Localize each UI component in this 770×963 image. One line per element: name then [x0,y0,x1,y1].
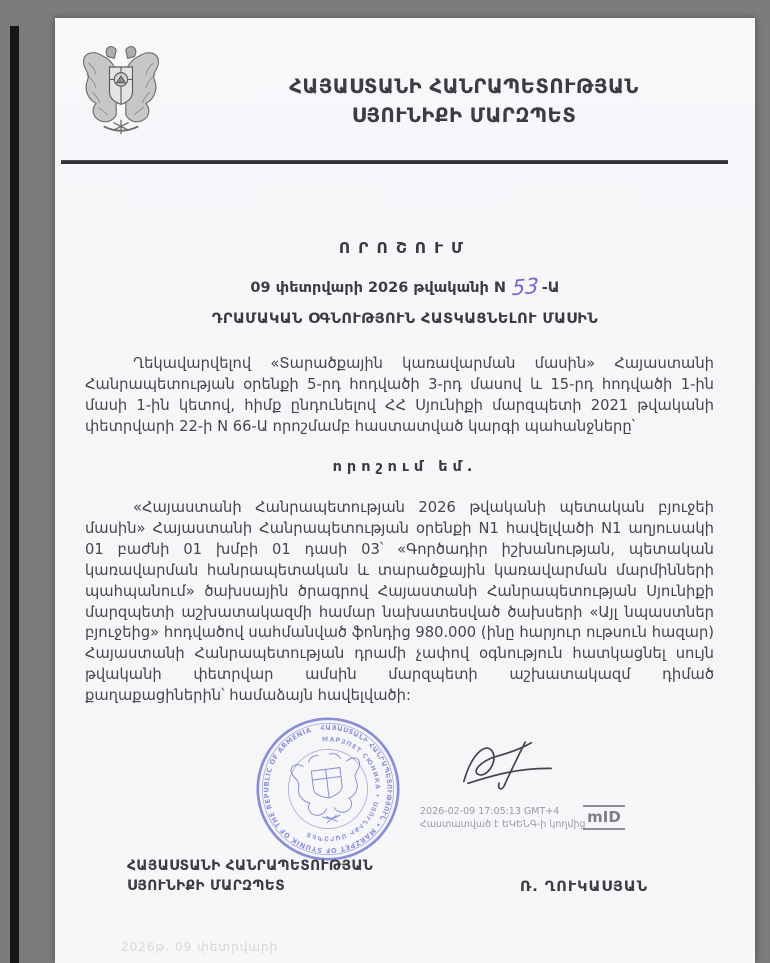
stamp-center-emblem [290,750,367,826]
header-org-line1: ՀԱՅԱՍՏԱՆԻ ՀԱՆՐԱՊԵՏՈՒԹՅԱՆ [289,75,639,98]
faint-bottom-note: 2026թ. 09 փետրվարի [121,940,279,954]
decision-date-suffix: -Ա [541,280,560,296]
decision-date-prefix: 09 փետրվարի 2026 թվականի N [250,280,506,296]
decision-date-line [55,273,755,301]
esignature-timestamp: 2026-02-09 17:05:13 GMT+4 [420,806,560,817]
scan-edge-shadow [10,26,19,963]
decide-line: որոշում եմ. [332,459,478,475]
armenia-coat-of-arms-icon [75,42,167,138]
esignature-validation: Հաստատված է ԵԿԵՆԳ-ի կողմից [420,819,586,830]
stamp-ring-text-outer: ՀԱՅԱՍՏԱՆԻ ՀԱՆՐԱՊԵՏՈՒԹՅՈՒՆ • MARZPET OF SYUNIK OF THE REPUBLIC OF ARMENIA [262,723,394,855]
header-org-line2: ՍՅՈՒՆԻՔԻ ՄԱՐԶՊԵՏ [351,104,577,127]
body-paragraph-1: Ղեկավարվելով «Տարածքային կառավարման մասին» Հայաստանի Հանրապետության օրենքի 5-րդ հոդվածի 3-րդ մասով և 15-րդ հոդվածի 1-ին մասի 1-ին կետով, հիմք ընդունելով ՀՀ Սյունիքի մարզպետի 2021 թվականի փետրվարի 22-ի N 66-Ա որոշմամբ հաստատված կարգի պահանջները՝ [85,355,714,435]
signatory-name: Ռ. ՂՈՒԿԱՍՅԱՆ [520,879,649,895]
decision-title: ՈՐՈՇՈՒՄ [338,239,472,257]
header-divider [61,160,728,164]
mid-logo [583,805,625,830]
footer-org-line2: ՍՅՈՒՆԻՔԻ ՄԱՐԶՊԵՏ [127,878,285,894]
official-round-stamp [238,699,419,880]
document-page [55,18,755,963]
footer-org-line1: ՀԱՅԱՍՏԱՆԻ ՀԱՆՐԱՊԵՏՈՒԹՅԱՆ [127,858,374,874]
decision-subject: ԴՐԱՄԱԿԱՆ ՕԳՆՈՒԹՅՈՒՆ ՀԱՏԿԱՑՆԵԼՈՒ ՄԱՍԻՆ [211,311,599,327]
decision-number-handwritten: 53 [511,273,540,301]
esignature-metadata [420,805,590,831]
stamp-ring-text-inner: МАРЗПЕТ СЮНИКА • ՍՅՈՒՆԻՔԻ ՄԱՐԶՊԵՏ [304,736,381,842]
body-paragraph-2: «Հայաստանի Հանրապետության 2026 թվականի պետական բյուջեի մասին» Հայաստանի Հանրապետության օրենքի N1 հավելվածի N1 աղյուսակի 01 բաժնի 01 խմբի 01 դասի 03՝ «Գործադիր իշխանության, պետական կառավարման հանրապետական և տարածքային կառավարման մարմինների պահպանում» ծախսային ծրագրով Հայաստանի Հանրապետության Սյունիքի մարզպետի աշխատակազմի համար նախատեսված ծախսերի «Այլ նպաստներ բյուջեից» հոդվածով սահմանված ֆոնդից 980.000 (ինը հարյուր ութսուն հազար) Հայաստանի Հանրապետության դրամի չափով օգնություն հատկացնել սույն թվականի փետրվար ամսին մարզպետի աշխատակազմ դիմած քաղաքացիներին՝ համաձայն հավելվածի: [85,499,714,705]
handwritten-signature [453,730,575,806]
header-org-title [215,74,713,129]
mid-logo-text: mID [587,808,621,826]
footer-org-title [127,856,373,896]
